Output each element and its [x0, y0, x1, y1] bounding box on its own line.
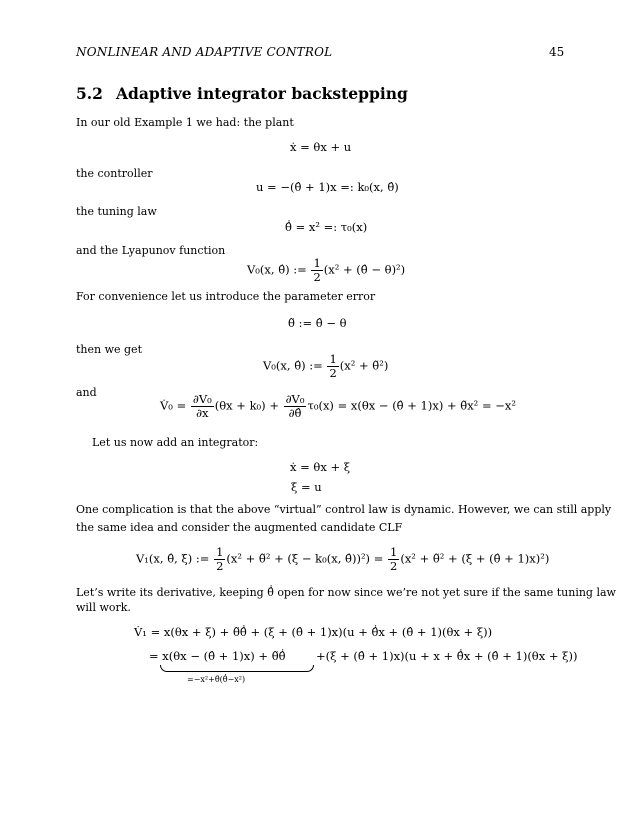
numerator: 1	[313, 256, 321, 270]
equation-part: (θx + k₀) +	[214, 398, 283, 413]
numerator: 1	[329, 352, 337, 366]
paragraph: the tuning law	[76, 205, 157, 218]
denominator: ∂x	[196, 406, 209, 420]
fraction-half	[311, 257, 322, 284]
equation-rhs: (x² + θ̃²)	[339, 358, 389, 373]
equation-part: τ₀(x) = x(θx − (θ̂ + 1)x) + θ̃x² = −x²	[307, 398, 516, 413]
equation-mid: (x² + θ̃² + (ξ − k₀(x, θ̂))²) =	[226, 551, 387, 566]
equation-plant: ẋ = θx + u	[290, 140, 352, 154]
paragraph-line: One complication is that the above “virtual” control law is dynamic. However, we can still apply	[76, 503, 612, 516]
equation-rhs: (x² + θ̃² + (ξ + (θ̂ + 1)x)²)	[400, 551, 550, 566]
fraction-dv0-dx	[191, 393, 214, 420]
paragraph: and	[76, 386, 97, 399]
paragraph-line: Let’s write its derivative, keeping θ̂̇ open for now since we’re not yet sure if the same tuning law	[76, 586, 616, 599]
equation-integrator-1: ẋ = θx + ξ	[290, 460, 351, 474]
equation-v0-derivative	[160, 393, 516, 420]
equation-v1	[136, 546, 549, 573]
paragraph-line: the same idea and consider the augmented candidate CLF	[76, 521, 403, 534]
paragraph: In our old Example 1 we had: the plant	[76, 116, 294, 129]
section-title: Adaptive integrator backstepping	[116, 84, 408, 103]
equation-v1-derivative-line-2a: = x(θx − (θ̂ + 1)x) + θ̃θ̂̇	[149, 649, 286, 663]
equation-rhs: (x² + (θ̂ − θ)²)	[323, 262, 406, 277]
underbrace-annotation: =−x²+θ̃(θ̂̇−x²)	[187, 675, 246, 684]
denominator: 2	[313, 270, 321, 284]
equation-lhs: V₀(x, θ̂) :=	[247, 262, 311, 277]
equation-v1-derivative-line-1: V̇₁ = x(θx + ξ) + θ̃θ̂̇ + (ξ + (θ̂ + 1)x)(u + θ̂̇x + (θ̂ + 1)(θx + ξ))	[134, 625, 493, 639]
paragraph: and the Lyapunov function	[76, 244, 226, 257]
paragraph: Let us now add an integrator:	[92, 436, 259, 449]
paragraph: then we get	[76, 343, 142, 356]
equation-tuning-law: θ̂̇ = x² =: τ₀(x)	[285, 220, 368, 234]
numerator: 1	[216, 545, 224, 559]
denominator: ∂θ̂	[288, 406, 302, 420]
equation-part: V̇₀ =	[160, 398, 190, 413]
fraction-dv0-dtheta	[284, 393, 307, 420]
equation-lhs: V₀(x, θ̂) :=	[263, 358, 327, 373]
fraction-half	[214, 546, 225, 573]
page-number: 45	[549, 45, 565, 59]
numerator: ∂V₀	[285, 392, 305, 406]
equation-controller: u = −(θ̂ + 1)x =: k₀(x, θ̂)	[256, 180, 399, 194]
equation-v1-derivative-line-2b: +(ξ + (θ̂ + 1)x)(u + x + θ̂̇x + (θ̂ + 1)(θx + ξ))	[316, 649, 578, 663]
running-header: NONLINEAR AND ADAPTIVE CONTROL	[76, 45, 333, 59]
paragraph: For convenience let us introduce the parameter error	[76, 290, 376, 303]
fraction-half	[327, 353, 338, 380]
underbrace	[160, 665, 314, 672]
section-number: 5.2	[76, 84, 103, 103]
equation-parameter-error: θ̃ := θ̂ − θ	[288, 316, 347, 330]
fraction-half	[388, 546, 399, 573]
numerator: 1	[390, 545, 398, 559]
paragraph: the controller	[76, 167, 153, 180]
numerator: ∂V₀	[192, 392, 212, 406]
denominator: 2	[329, 366, 337, 380]
denominator: 2	[390, 559, 398, 573]
equation-integrator-2: ξ̇ = u	[291, 480, 322, 494]
paragraph-line: will work.	[76, 601, 131, 614]
denominator: 2	[216, 559, 224, 573]
equation-lyapunov	[247, 257, 405, 284]
equation-lhs: V₁(x, θ̂, ξ) :=	[136, 551, 214, 566]
equation-v0	[263, 353, 388, 380]
